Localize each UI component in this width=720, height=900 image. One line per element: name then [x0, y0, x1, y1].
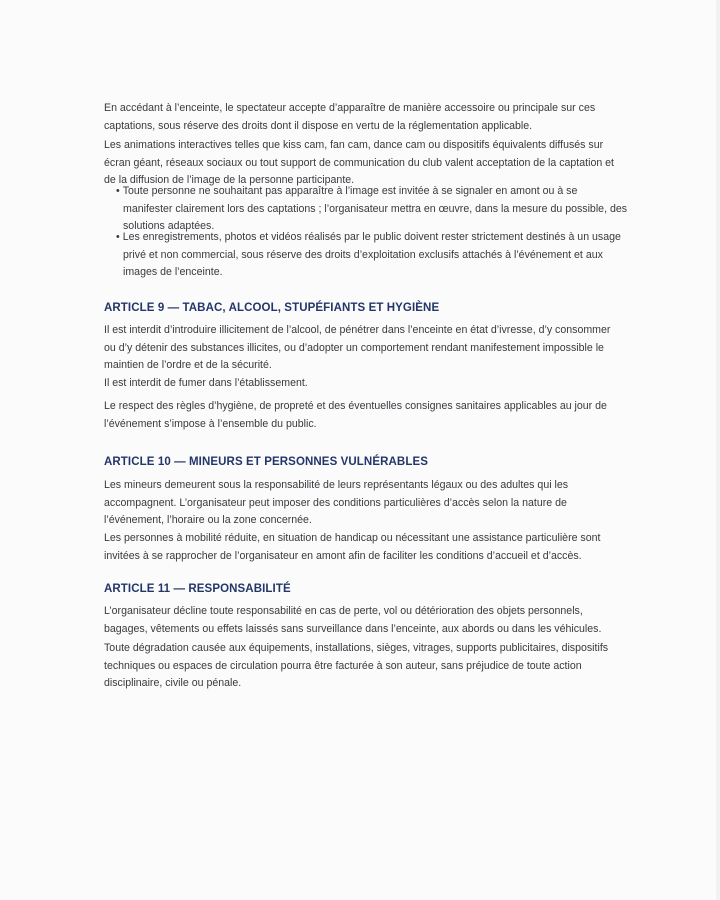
bullet-item: • Toute personne ne souhaitant pas apparaître à l’image est invitée à se signaler en amont ou à se manifester clairement lors des captations ; l’organisateur mettra en œuvre, dans la mesure du possible, des solutions adaptées. — [116, 183, 628, 236]
article-9-heading: ARTICLE 9 — TABAC, ALCOOL, STUPÉFIANTS ET HYGIÈNE — [104, 302, 440, 314]
intro-paragraph: En accédant à l’enceinte, le spectateur accepte d’apparaître de manière accessoire ou principale sur ces captations, sous réserve des droits dont il dispose en vertu de la réglementation applicable. — [104, 102, 596, 132]
article-paragraph: Les personnes à mobilité réduite, en situation de handicap ou nécessitant une assistance particulière sont invitées à se rapprocher de l’organisateur en amont afin de faciliter les conditions d’accueil et d’accès. — [104, 532, 601, 562]
intro-paragraph: Les animations interactives telles que kiss cam, fan cam, dance cam ou dispositifs équivalents diffusés sur écran géant, réseaux sociaux ou tout support de communication du club valent acceptation de la captation et de la diffusion de l’image de la personne participante. — [104, 139, 615, 187]
article-10-heading: ARTICLE 10 — MINEURS ET PERSONNES VULNÉRABLES — [104, 456, 428, 468]
page-edge — [716, 0, 720, 900]
article-paragraph: Les mineurs demeurent sous la responsabilité de leurs représentants légaux ou des adultes qui les accompagnent. L’organisateur peut imposer des conditions particulières d’accès selon la nature de l’événement, l’horaire ou la zone concernée. — [104, 479, 569, 527]
article-paragraph: L’organisateur décline toute responsabilité en cas de perte, vol ou détérioration des objets personnels, bagages, vêtements ou effets laissés sans surveillance dans l’enceinte, aux abords ou dans les véhicules. — [104, 605, 602, 635]
article-paragraph: Il est interdit d’introduire illicitement de l’alcool, de pénétrer dans l’enceinte en état d’ivresse, d’y consommer ou d’y détenir des substances illicites, ou d’adopter un comportement rendant manifestement impossible le maintien de l’ordre et de la sécurité. — [104, 324, 611, 372]
article-paragraph: Il est interdit de fumer dans l’établissement. — [104, 377, 308, 389]
article-11-heading: ARTICLE 11 — RESPONSABILITÉ — [104, 583, 291, 595]
article-paragraph: Le respect des règles d’hygiène, de propreté et des éventuelles consignes sanitaires applicables au jour de l’événement s’impose à l’ensemble du public. — [104, 400, 607, 430]
article-paragraph: Toute dégradation causée aux équipements, installations, sièges, vitrages, supports publicitaires, dispositifs techniques ou espaces de circulation pourra être facturée à son auteur, sans préjudice de toute action disciplinaire, civile ou pénale. — [104, 642, 609, 690]
bullet-item: • Les enregistrements, photos et vidéos réalisés par le public doivent rester strictement destinés à un usage privé et non commercial, sous réserve des droits d’exploitation exclusifs attachés à l’événement et aux images de l’enceinte. — [116, 229, 628, 282]
